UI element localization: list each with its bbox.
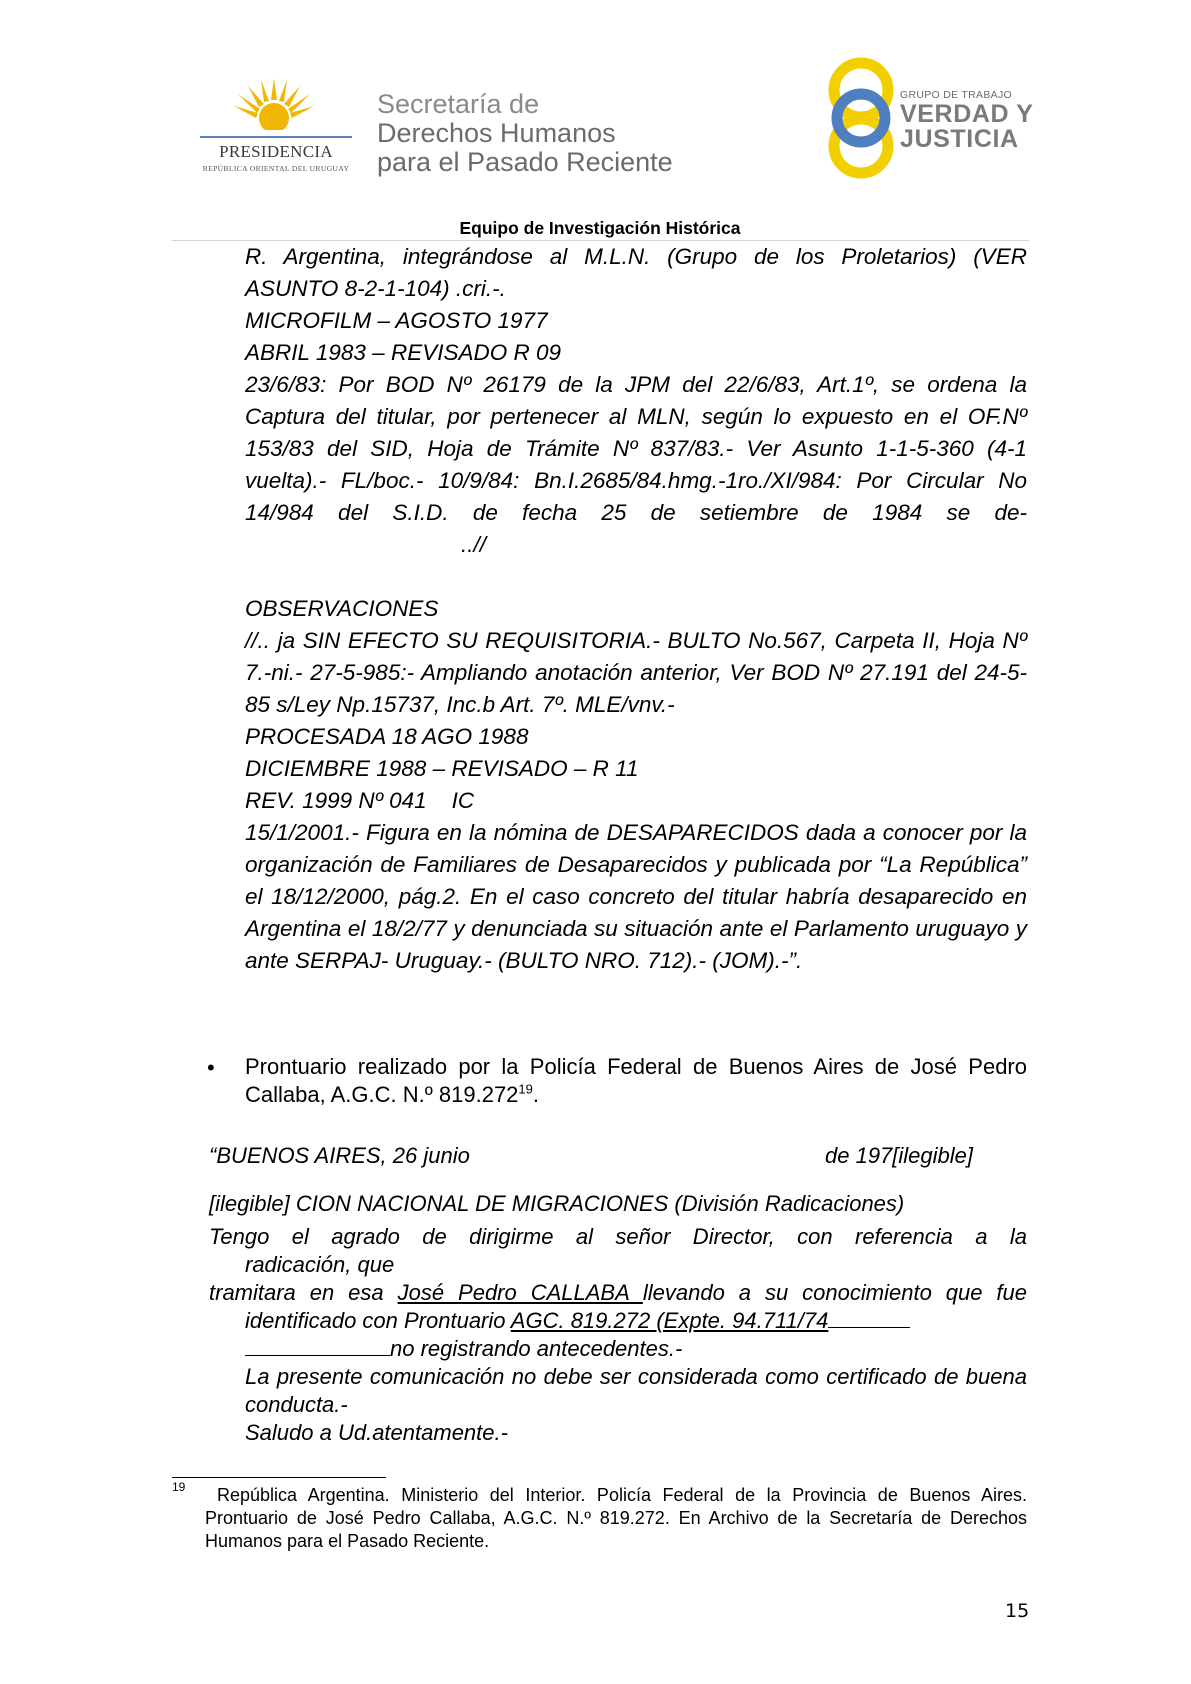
presidencia-logo — [196, 78, 356, 178]
letter-line: radicación, que — [245, 1252, 395, 1277]
footnote-reference[interactable]: 19 — [518, 1081, 533, 1097]
sun-icon — [234, 78, 314, 136]
letter-closing: Saludo a Ud.atentamente.- — [245, 1420, 508, 1445]
record-observaciones — [245, 593, 1027, 977]
record-line: PROCESADA 18 AGO 1988 — [245, 724, 529, 749]
secretaria-line-3: para el Pasado Reciente — [377, 147, 673, 177]
bullet-end: . — [532, 1082, 540, 1107]
gvj-title-1: VERDAD Y — [900, 100, 1034, 128]
record-line: R. Argentina, integrándose al M.L.N. (Grupo de los Proletarios) (VER — [245, 244, 1027, 269]
team-title: Equipo de Investigación Histórica — [459, 218, 741, 238]
bullet-item — [245, 1053, 1027, 1109]
letter-paragraph: La presente comunicación no debe ser considerada como certificado de buena conducta.- — [245, 1364, 1027, 1417]
footnote-number: 19 — [172, 1480, 186, 1494]
interlocking-rings-icon — [826, 56, 896, 182]
letter-text: tramitara en esa — [209, 1280, 398, 1305]
secretaria-line-1: Secretaría de — [377, 89, 540, 119]
record-line: REV. 1999 Nº 041 IC — [245, 788, 475, 813]
letter-line — [209, 1307, 1027, 1335]
letter-body — [209, 1190, 1027, 1447]
letter-line: Tengo el agrado de dirigirme al señor Director, con referencia a la — [209, 1224, 1027, 1249]
footnote-divider — [172, 1477, 386, 1478]
letter-line — [209, 1335, 1027, 1363]
record-line: ASUNTO 8-2-1-104) .cri.-. — [245, 276, 506, 301]
footnote-text: República Argentina. Ministerio del Interior. Policía Federal de la Provincia de Buenos Aires. Prontuario de José Pedro Callaba, A.G.C. N.º 819.272. En Archivo de la Secretaría de Derechos Humanos para el Pasado Reciente. — [205, 1485, 1027, 1551]
letter-text: no registrando antecedentes.- — [390, 1336, 683, 1361]
continuation-mark: ..// — [461, 532, 487, 557]
blank-line — [828, 1309, 910, 1328]
letter-place-date: “BUENOS AIRES, 26 junio — [209, 1143, 470, 1168]
letter-year: de 197[ilegible] — [825, 1143, 974, 1168]
record-desaparecidos-paragraph: 15/1/2001.- Figura en la nómina de DESAPARECIDOS dada a conocer por la organización de Familiares de Desaparecidos y publicada por “La República” el 18/12/2000, pág.2. En el caso concreto del titular habría desaparecido en Argentina el 18/2/77 y denunciada su situación ante el Parlamento uruguayo y ante SERPAJ- Uruguay.- (BULTO NRO. 712).- (JOM).-”. — [245, 820, 1027, 973]
letter-line — [209, 1279, 1027, 1307]
verdad-justicia-logo — [826, 56, 1056, 182]
blank-line — [245, 1337, 390, 1356]
bullet-icon: • — [207, 1055, 215, 1080]
record-bod-paragraph: 23/6/83: Por BOD Nº 26179 de la JPM del 22/6/83, Art.1º, se ordena la Captura del titular, por pertenecer al MLN, según lo expuesto en el OF.Nº 153/83 del SID, Hoja de Trámite Nº 837/83.- Ver Asunto 1-1-5-360 (4-1 vuelta).- FL/boc.- 10/9/84: Bn.I.2685/84.hmg.-1ro./XI/984: Por Circular No 14/984 del S.I.D. de fecha 25 de setiembre de 1984 se de- — [245, 372, 1027, 525]
bullet-text: Prontuario realizado por la Policía Federal de Buenos Aires de José Pedro Callaba, A.G.C. N.º 819.272 — [245, 1054, 1027, 1107]
secretaria-line-2: Derechos Humanos — [377, 118, 616, 148]
record-requisitoria-paragraph: //.. ja SIN EFECTO SU REQUISITORIA.- BULTO No.567, Carpeta II, Hoja Nº 7.-ni.- 27-5-985:- Ampliando anotación anterior, Ver BOD Nº 27.191 del 24-5-85 s/Ley Np.15737, Inc.b Art. 7º. MLE/vnv.- — [245, 628, 1027, 717]
letter-prontuario: AGC. 819.272 (Expte. 94.711/74 — [510, 1308, 829, 1333]
letter-text: llevando a su conocimiento que fue — [642, 1280, 1027, 1305]
record-line: ABRIL 1983 – REVISADO R 09 — [245, 340, 561, 365]
gvj-title-2: JUSTICIA — [900, 125, 1019, 153]
record-line: DICIEMBRE 1988 – REVISADO – R 11 — [245, 756, 639, 781]
letter-text: identificado con Prontuario — [245, 1308, 511, 1333]
gvj-group-label: GRUPO DE TRABAJO — [900, 89, 1012, 101]
secretaria-title — [377, 90, 673, 177]
presidencia-divider — [200, 136, 352, 138]
letter-name: José Pedro CALLABA — [397, 1280, 643, 1305]
letter-addressee: [ilegible] CION NACIONAL DE MIGRACIONES (División Radicaciones) — [209, 1191, 905, 1216]
page-number: 15 — [1005, 1600, 1030, 1622]
presidencia-name: PRESIDENCIA — [219, 142, 333, 161]
presidencia-subtitle: REPÚBLICA ORIENTAL DEL URUGUAY — [202, 164, 350, 173]
record-line: MICROFILM – AGOSTO 1977 — [245, 308, 548, 333]
observaciones-heading: OBSERVACIONES — [245, 596, 439, 621]
record-intro — [245, 241, 1027, 561]
